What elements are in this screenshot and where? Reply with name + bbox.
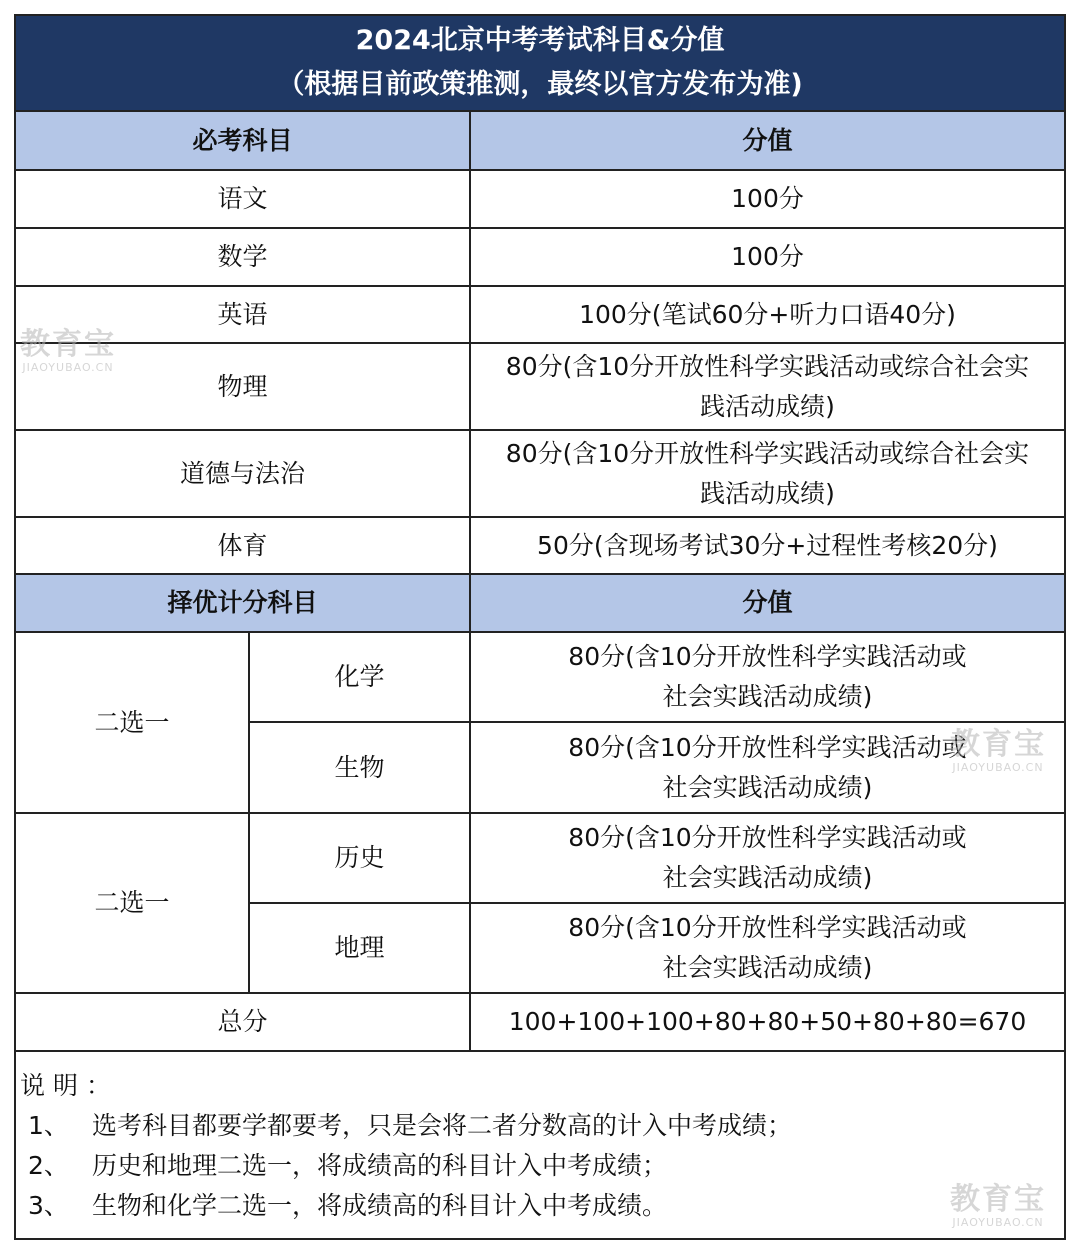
row-divider [16, 227, 1064, 229]
total-label: 总分 [217, 1007, 268, 1036]
row-divider [16, 573, 1064, 575]
note-text: 选考科目都要学都要考，只是会将二者分数高的计入中考成绩； [92, 1111, 793, 1140]
watermark-text: 教育宝 [950, 1182, 1046, 1217]
score-line: 社会实践活动成绩) [662, 863, 873, 892]
required-subject-header: 必考科目 [16, 112, 469, 169]
title-line-2: （根据目前政策推测，最终以官方发布为准) [277, 69, 803, 100]
watermark-subtext: JIAOYUBAO.CN [952, 761, 1044, 774]
total-value: 100+100+100+80+80+50+80+80=670 [508, 1007, 1027, 1036]
score-line: 社会实践活动成绩) [662, 772, 873, 802]
watermark-logo [950, 1182, 1046, 1229]
notes-title: 说明： [20, 1071, 120, 1100]
subject-chemistry: 化学 [334, 662, 385, 691]
row-divider [16, 631, 1064, 633]
score-line: 社会实践活动成绩) [662, 953, 873, 982]
row-divider [16, 429, 1064, 431]
subject-math: 数学 [217, 242, 268, 271]
score-chemistry [471, 633, 1064, 721]
note-item [20, 1146, 1060, 1186]
row-divider [16, 342, 1064, 344]
subject-history: 历史 [334, 843, 385, 872]
subject-chinese: 语文 [217, 184, 268, 213]
subject-english: 英语 [217, 299, 268, 329]
row-divider [16, 516, 1064, 518]
score-line: 80分(含10分开放性科学实践活动或 [568, 823, 967, 852]
notes-section [20, 1066, 1060, 1229]
note-number: 1、 [28, 1111, 69, 1140]
watermark-logo [950, 727, 1046, 774]
page-title [16, 16, 1064, 112]
score-line: 80分(含10分开放性科学实践活动或 [568, 642, 967, 671]
row-divider [248, 721, 1064, 723]
row-divider [16, 285, 1064, 287]
elective-group-label: 二选一 [94, 707, 170, 737]
score-pe: 50分(含现场考试30分+过程性考核20分) [537, 530, 998, 560]
note-text: 生物和化学二选一，将成绩高的科目计入中考成绩。 [92, 1191, 668, 1220]
row-divider [248, 902, 1064, 904]
score-history [471, 814, 1064, 902]
score-line: 80分(含10分开放性科学实践活动或综合社会实 [505, 438, 1030, 468]
subject-geography: 地理 [334, 933, 385, 962]
required-score-header: 分值 [471, 112, 1064, 169]
score-math: 100分 [731, 242, 804, 271]
score-line: 80分(含10分开放性科学实践活动或 [568, 913, 967, 942]
score-line: 践活动成绩) [700, 478, 835, 508]
column-divider [248, 631, 250, 994]
note-item [20, 1106, 1060, 1146]
score-morality-law [471, 431, 1064, 516]
note-item [20, 1182, 1060, 1229]
score-line: 践活动成绩) [700, 391, 835, 421]
score-physics [471, 344, 1064, 429]
row-divider [16, 1050, 1064, 1052]
elective-group-label: 二选一 [94, 888, 170, 917]
score-line: 80分(含10分开放性科学实践活动或 [568, 732, 967, 762]
elective-score-header: 分值 [471, 575, 1064, 631]
watermark-subtext: JIAOYUBAO.CN [22, 361, 114, 374]
column-divider [469, 112, 471, 1052]
elective-subject-header: 择优计分科目 [16, 575, 469, 631]
row-divider [16, 169, 1064, 171]
watermark-text: 教育宝 [950, 727, 1046, 762]
score-english: 100分(笔试60分+听力口语40分) [579, 299, 956, 329]
watermark-logo [20, 327, 116, 374]
note-number: 2、 [28, 1151, 69, 1180]
row-divider [16, 992, 1064, 994]
note-number: 3、 [28, 1191, 69, 1220]
title-line-1: 2024北京中考考试科目&分值 [355, 25, 725, 56]
watermark-text: 教育宝 [20, 327, 116, 362]
score-chinese: 100分 [731, 184, 804, 213]
subject-physics: 物理 [217, 371, 268, 401]
score-line: 社会实践活动成绩) [662, 682, 873, 711]
score-geography [471, 904, 1064, 992]
score-line: 80分(含10分开放性科学实践活动或综合社会实 [505, 351, 1030, 381]
row-divider [16, 812, 1064, 814]
subject-pe: 体育 [217, 530, 268, 560]
note-text: 历史和地理二选一，将成绩高的科目计入中考成绩； [92, 1151, 668, 1180]
subject-morality-law: 道德与法治 [179, 458, 305, 488]
subject-biology: 生物 [334, 752, 385, 782]
watermark-subtext: JIAOYUBAO.CN [952, 1216, 1044, 1229]
